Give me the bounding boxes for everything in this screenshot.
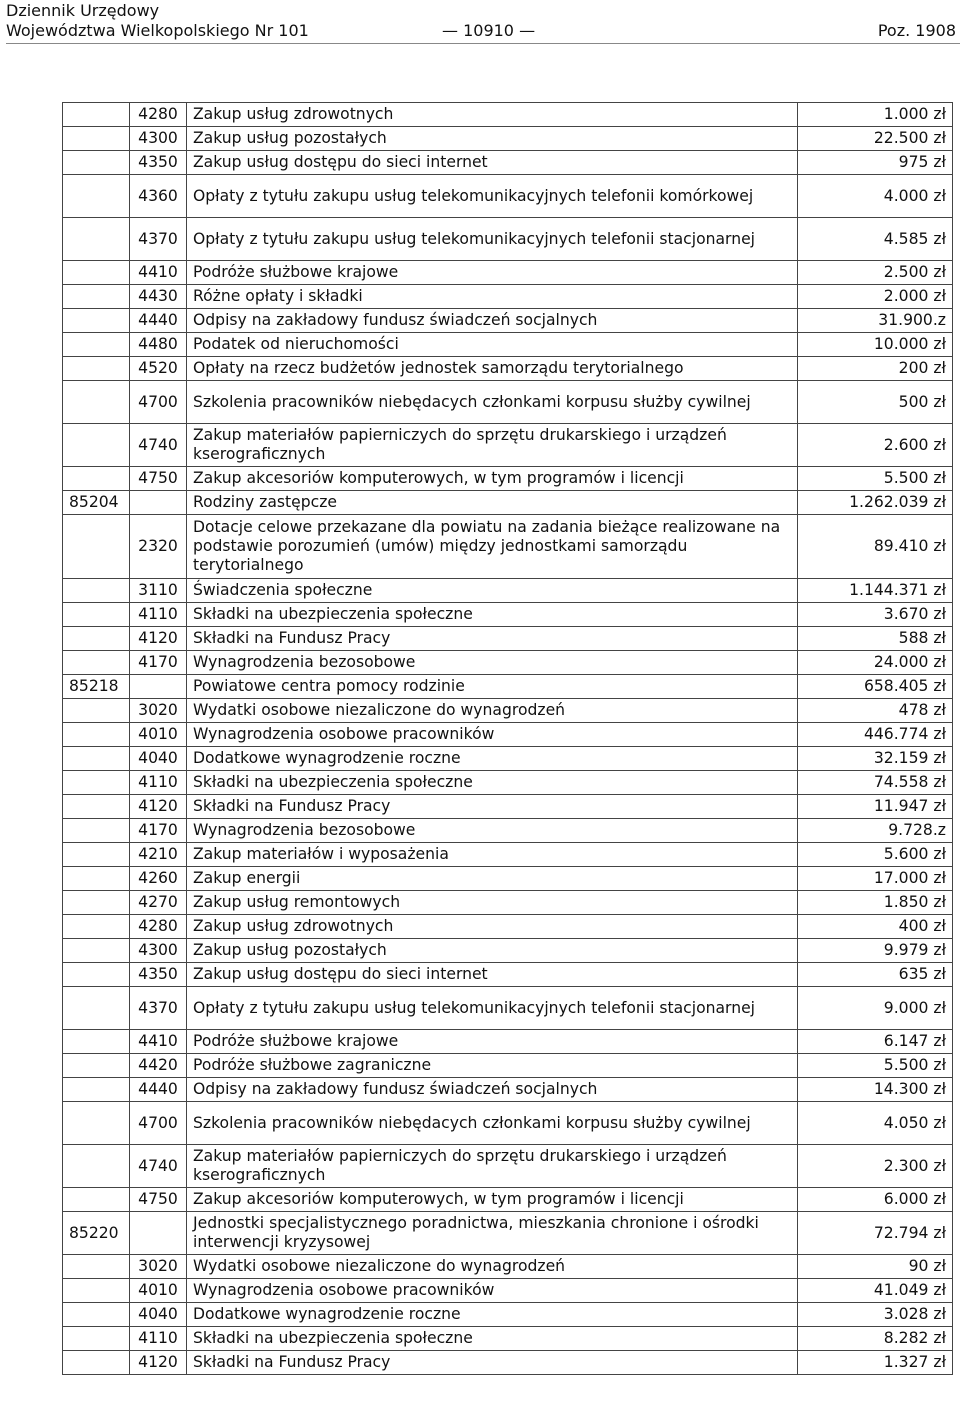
paragraph-cell: 4110 [130, 771, 187, 795]
division-cell [63, 867, 130, 891]
division-cell [63, 381, 130, 424]
table-row [63, 603, 953, 627]
table-row [63, 1078, 953, 1102]
division-cell [63, 333, 130, 357]
table-row [63, 381, 953, 424]
paragraph-cell: 4120 [130, 795, 187, 819]
division-cell [63, 603, 130, 627]
table-row [63, 175, 953, 218]
table-row [63, 333, 953, 357]
division-cell [63, 218, 130, 261]
amount-cell: 4.000 zł [798, 175, 953, 218]
table-row [63, 843, 953, 867]
table-row [63, 1279, 953, 1303]
item-name-cell: Zakup usług dostępu do sieci internet [187, 151, 798, 175]
division-cell [63, 723, 130, 747]
amount-cell: 9.000 zł [798, 987, 953, 1030]
amount-cell: 1.850 zł [798, 891, 953, 915]
paragraph-cell: 4410 [130, 261, 187, 285]
page-header [6, 0, 956, 44]
item-name-cell: Składki na ubezpieczenia społeczne [187, 603, 798, 627]
table-row [63, 1327, 953, 1351]
amount-cell: 3.670 zł [798, 603, 953, 627]
paragraph-cell: 4520 [130, 357, 187, 381]
item-name-cell: Podatek od nieruchomości [187, 333, 798, 357]
table-row [63, 261, 953, 285]
amount-cell: 24.000 zł [798, 651, 953, 675]
item-name-cell: Rodziny zastępcze [187, 491, 798, 515]
paragraph-cell: 4700 [130, 381, 187, 424]
amount-cell: 22.500 zł [798, 127, 953, 151]
division-cell: 85220 [63, 1212, 130, 1255]
item-name-cell: Zakup energii [187, 867, 798, 891]
amount-cell: 635 zł [798, 963, 953, 987]
paragraph-cell: 4360 [130, 175, 187, 218]
division-cell [63, 175, 130, 218]
item-name-cell: Składki na ubezpieczenia społeczne [187, 1327, 798, 1351]
table-row [63, 1303, 953, 1327]
table-row [63, 309, 953, 333]
division-cell [63, 309, 130, 333]
item-name-cell: Składki na ubezpieczenia społeczne [187, 771, 798, 795]
amount-cell: 90 zł [798, 1255, 953, 1279]
table-row [63, 127, 953, 151]
division-cell [63, 1078, 130, 1102]
item-name-cell: Odpisy na zakładowy fundusz świadczeń socjalnych [187, 309, 798, 333]
item-name-cell: Szkolenia pracowników niebędacych członkami korpusu służby cywilnej [187, 1102, 798, 1145]
table-row [63, 1102, 953, 1145]
table-row [63, 424, 953, 467]
journal-title: Dziennik Urzędowy [6, 1, 160, 20]
amount-cell: 2.300 zł [798, 1145, 953, 1188]
item-name-cell: Zakup materiałów papierniczych do sprzętu drukarskiego i urządzeń kserograficznych [187, 424, 798, 467]
item-name-cell: Jednostki specjalistycznego poradnictwa, mieszkania chronione i ośrodki interwencji kryzysowej [187, 1212, 798, 1255]
paragraph-cell: 4740 [130, 1145, 187, 1188]
division-cell [63, 987, 130, 1030]
item-name-cell: Zakup akcesoriów komputerowych, w tym programów i licencji [187, 1188, 798, 1212]
paragraph-cell: 4350 [130, 963, 187, 987]
item-name-cell: Wydatki osobowe niezaliczone do wynagrodzeń [187, 699, 798, 723]
item-name-cell: Wynagrodzenia bezosobowe [187, 651, 798, 675]
amount-cell: 9.979 zł [798, 939, 953, 963]
amount-cell: 5.500 zł [798, 467, 953, 491]
item-name-cell: Zakup usług pozostałych [187, 127, 798, 151]
division-cell [63, 963, 130, 987]
paragraph-cell: 4040 [130, 747, 187, 771]
division-cell [63, 424, 130, 467]
amount-cell: 74.558 zł [798, 771, 953, 795]
amount-cell: 32.159 zł [798, 747, 953, 771]
item-name-cell: Opłaty z tytułu zakupu usług telekomunikacyjnych telefonii stacjonarnej [187, 218, 798, 261]
paragraph-cell: 4440 [130, 309, 187, 333]
paragraph-cell: 3020 [130, 1255, 187, 1279]
table-row [63, 1255, 953, 1279]
table-row [63, 891, 953, 915]
table-row [63, 915, 953, 939]
division-cell [63, 127, 130, 151]
item-name-cell: Świadczenia społeczne [187, 579, 798, 603]
item-name-cell: Dodatkowe wynagrodzenie roczne [187, 747, 798, 771]
paragraph-cell: 4040 [130, 1303, 187, 1327]
paragraph-cell [130, 675, 187, 699]
amount-cell: 4.585 zł [798, 218, 953, 261]
item-name-cell: Zakup materiałów papierniczych do sprzętu drukarskiego i urządzeń kserograficznych [187, 1145, 798, 1188]
item-name-cell: Zakup akcesoriów komputerowych, w tym programów i licencji [187, 467, 798, 491]
paragraph-cell: 4430 [130, 285, 187, 309]
item-name-cell: Składki na Fundusz Pracy [187, 795, 798, 819]
publisher-line: Województwa Wielkopolskiego Nr 101 [6, 21, 309, 40]
item-name-cell: Wynagrodzenia osobowe pracowników [187, 723, 798, 747]
table-row [63, 151, 953, 175]
table-row [63, 1145, 953, 1188]
division-cell [63, 103, 130, 127]
paragraph-cell: 4750 [130, 467, 187, 491]
paragraph-cell: 4300 [130, 939, 187, 963]
paragraph-cell: 4350 [130, 151, 187, 175]
table-row [63, 467, 953, 491]
paragraph-cell: 4300 [130, 127, 187, 151]
item-name-cell: Dotacje celowe przekazane dla powiatu na zadania bieżące realizowane na podstawie porozumień (umów) między jednostkami samorządu terytorialnego [187, 515, 798, 579]
paragraph-cell: 4260 [130, 867, 187, 891]
paragraph-cell: 4120 [130, 1351, 187, 1375]
table-row [63, 771, 953, 795]
table-row [63, 819, 953, 843]
item-name-cell: Powiatowe centra pomocy rodzinie [187, 675, 798, 699]
division-cell [63, 819, 130, 843]
item-name-cell: Wynagrodzenia osobowe pracowników [187, 1279, 798, 1303]
amount-cell: 10.000 zł [798, 333, 953, 357]
paragraph-cell: 4120 [130, 627, 187, 651]
amount-cell: 1.262.039 zł [798, 491, 953, 515]
amount-cell: 6.147 zł [798, 1030, 953, 1054]
table-row [63, 218, 953, 261]
amount-cell: 14.300 zł [798, 1078, 953, 1102]
paragraph-cell: 4270 [130, 891, 187, 915]
item-name-cell: Opłaty z tytułu zakupu usług telekomunikacyjnych telefonii komórkowej [187, 175, 798, 218]
division-cell [63, 579, 130, 603]
paragraph-cell: 3020 [130, 699, 187, 723]
paragraph-cell: 4280 [130, 915, 187, 939]
item-name-cell: Zakup usług dostępu do sieci internet [187, 963, 798, 987]
paragraph-cell: 4750 [130, 1188, 187, 1212]
item-name-cell: Szkolenia pracowników niebędacych członkami korpusu służby cywilnej [187, 381, 798, 424]
paragraph-cell: 4370 [130, 218, 187, 261]
division-cell [63, 1030, 130, 1054]
table-row [63, 1030, 953, 1054]
paragraph-cell: 4010 [130, 1279, 187, 1303]
item-name-cell: Odpisy na zakładowy fundusz świadczeń socjalnych [187, 1078, 798, 1102]
paragraph-cell: 4740 [130, 424, 187, 467]
division-cell [63, 651, 130, 675]
paragraph-cell: 4420 [130, 1054, 187, 1078]
amount-cell: 2.500 zł [798, 261, 953, 285]
table-row [63, 285, 953, 309]
amount-cell: 31.900.z [798, 309, 953, 333]
division-cell [63, 1303, 130, 1327]
table-row [63, 939, 953, 963]
paragraph-cell: 4440 [130, 1078, 187, 1102]
division-cell [63, 1102, 130, 1145]
paragraph-cell: 4170 [130, 651, 187, 675]
division-cell [63, 843, 130, 867]
table-row [63, 963, 953, 987]
division-cell [63, 1054, 130, 1078]
table-row [63, 1188, 953, 1212]
division-cell [63, 1351, 130, 1375]
division-cell [63, 1279, 130, 1303]
paragraph-cell: 4210 [130, 843, 187, 867]
item-name-cell: Składki na Fundusz Pracy [187, 627, 798, 651]
division-cell [63, 699, 130, 723]
division-cell [63, 795, 130, 819]
table-row [63, 675, 953, 699]
item-name-cell: Zakup usług remontowych [187, 891, 798, 915]
item-name-cell: Podróże służbowe zagraniczne [187, 1054, 798, 1078]
amount-cell: 89.410 zł [798, 515, 953, 579]
division-cell [63, 467, 130, 491]
table-row [63, 579, 953, 603]
table-row [63, 491, 953, 515]
item-name-cell: Zakup usług zdrowotnych [187, 103, 798, 127]
item-name-cell: Zakup usług pozostałych [187, 939, 798, 963]
paragraph-cell: 4700 [130, 1102, 187, 1145]
paragraph-cell: 2320 [130, 515, 187, 579]
table-row [63, 627, 953, 651]
paragraph-cell: 4480 [130, 333, 187, 357]
amount-cell: 200 zł [798, 357, 953, 381]
division-cell [63, 1188, 130, 1212]
amount-cell: 4.050 zł [798, 1102, 953, 1145]
item-name-cell: Zakup usług zdrowotnych [187, 915, 798, 939]
amount-cell: 6.000 zł [798, 1188, 953, 1212]
amount-cell: 17.000 zł [798, 867, 953, 891]
paragraph-cell [130, 491, 187, 515]
header-divider [6, 43, 960, 44]
paragraph-cell: 4110 [130, 603, 187, 627]
division-cell [63, 285, 130, 309]
amount-cell: 8.282 zł [798, 1327, 953, 1351]
amount-cell: 400 zł [798, 915, 953, 939]
division-cell [63, 1145, 130, 1188]
amount-cell: 588 zł [798, 627, 953, 651]
amount-cell: 9.728.z [798, 819, 953, 843]
amount-cell: 41.049 zł [798, 1279, 953, 1303]
item-name-cell: Zakup materiałów i wyposażenia [187, 843, 798, 867]
amount-cell: 446.774 zł [798, 723, 953, 747]
item-name-cell: Wydatki osobowe niezaliczone do wynagrodzeń [187, 1255, 798, 1279]
paragraph-cell: 4170 [130, 819, 187, 843]
division-cell [63, 357, 130, 381]
amount-cell: 2.000 zł [798, 285, 953, 309]
amount-cell: 2.600 zł [798, 424, 953, 467]
position-number: Poz. 1908 [877, 21, 956, 40]
item-name-cell: Podróże służbowe krajowe [187, 261, 798, 285]
amount-cell: 3.028 zł [798, 1303, 953, 1327]
amount-cell: 975 zł [798, 151, 953, 175]
item-name-cell: Opłaty na rzecz budżetów jednostek samorządu terytorialnego [187, 357, 798, 381]
item-name-cell: Wynagrodzenia bezosobowe [187, 819, 798, 843]
table-row [63, 651, 953, 675]
paragraph-cell [130, 1212, 187, 1255]
table-row [63, 515, 953, 579]
division-cell [63, 747, 130, 771]
paragraph-cell: 4410 [130, 1030, 187, 1054]
item-name-cell: Dodatkowe wynagrodzenie roczne [187, 1303, 798, 1327]
table-row [63, 723, 953, 747]
division-cell [63, 515, 130, 579]
table-row [63, 1351, 953, 1375]
table-row [63, 747, 953, 771]
budget-table [62, 102, 953, 1375]
item-name-cell: Składki na Fundusz Pracy [187, 1351, 798, 1375]
paragraph-cell: 4370 [130, 987, 187, 1030]
division-cell [63, 915, 130, 939]
division-cell [63, 261, 130, 285]
amount-cell: 11.947 zł [798, 795, 953, 819]
paragraph-cell: 4280 [130, 103, 187, 127]
amount-cell: 500 zł [798, 381, 953, 424]
division-cell: 85204 [63, 491, 130, 515]
amount-cell: 1.000 zł [798, 103, 953, 127]
table-row [63, 699, 953, 723]
item-name-cell: Podróże służbowe krajowe [187, 1030, 798, 1054]
paragraph-cell: 3110 [130, 579, 187, 603]
amount-cell: 5.500 zł [798, 1054, 953, 1078]
table-row [63, 1054, 953, 1078]
amount-cell: 658.405 zł [798, 675, 953, 699]
division-cell [63, 627, 130, 651]
table-row [63, 1212, 953, 1255]
amount-cell: 478 zł [798, 699, 953, 723]
amount-cell: 1.327 zł [798, 1351, 953, 1375]
division-cell [63, 151, 130, 175]
budget-table-body [63, 103, 953, 1375]
page-number: — 10910 — [442, 21, 536, 40]
amount-cell: 72.794 zł [798, 1212, 953, 1255]
table-row [63, 103, 953, 127]
amount-cell: 1.144.371 zł [798, 579, 953, 603]
division-cell [63, 1255, 130, 1279]
division-cell: 85218 [63, 675, 130, 699]
division-cell [63, 1327, 130, 1351]
division-cell [63, 891, 130, 915]
paragraph-cell: 4010 [130, 723, 187, 747]
table-row [63, 357, 953, 381]
item-name-cell: Różne opłaty i składki [187, 285, 798, 309]
table-row [63, 795, 953, 819]
division-cell [63, 939, 130, 963]
table-row [63, 987, 953, 1030]
division-cell [63, 771, 130, 795]
table-row [63, 867, 953, 891]
amount-cell: 5.600 zł [798, 843, 953, 867]
paragraph-cell: 4110 [130, 1327, 187, 1351]
item-name-cell: Opłaty z tytułu zakupu usług telekomunikacyjnych telefonii stacjonarnej [187, 987, 798, 1030]
